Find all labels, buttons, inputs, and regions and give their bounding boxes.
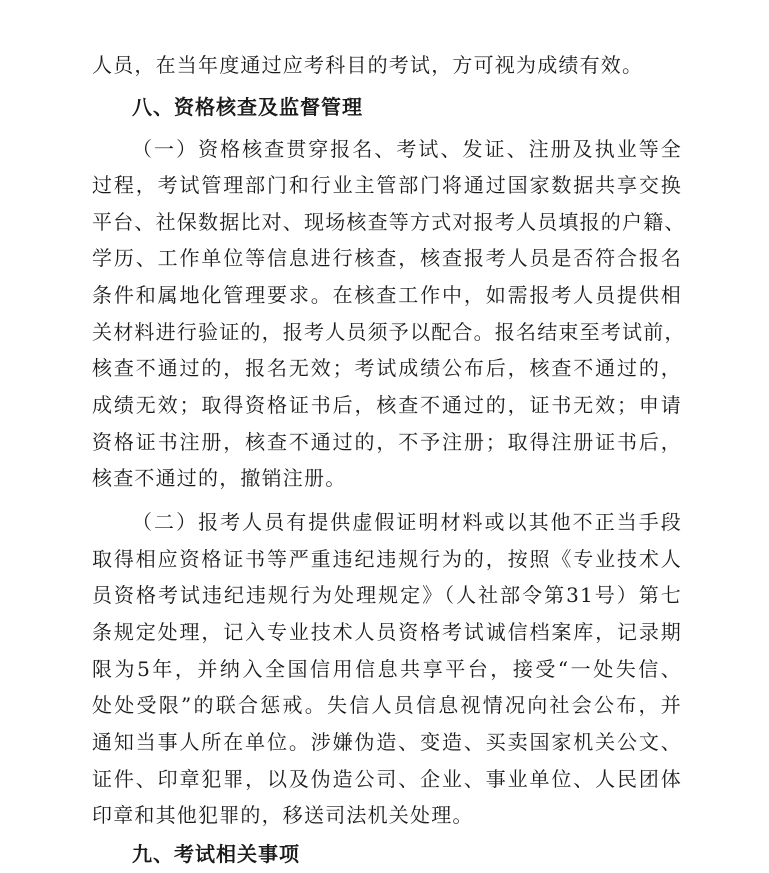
section-heading-9: 九、考试相关事项 (132, 842, 300, 866)
paragraph-2-line-6: 处处受限”的联合惩戒。失信人员信息视情况向社会公布，并 (92, 693, 682, 717)
paragraph-1-line-4: 学历、工作单位等信息进行核查，核查报考人员是否符合报名 (92, 246, 682, 270)
paragraph-2-line-7: 通知当事人所在单位。涉嫌伪造、变造、买卖国家机关公文、 (92, 730, 682, 754)
paragraph-1-line-6: 关材料进行验证的，报考人员须予以配合。报名结束至考试前， (92, 320, 686, 344)
paragraph-1-line-10: 核查不通过的，撤销注册。 (92, 466, 347, 490)
paragraph-1-line-3: 平台、社保数据比对、现场核查等方式对报考人员填报的户籍、 (92, 210, 686, 234)
paragraph-2-line-2: 取得相应资格证书等严重违纪违规行为的，按照《专业技术人 (92, 547, 682, 571)
paragraph-2-line-9: 印章和其他犯罪的，移送司法机关处理。 (92, 803, 474, 827)
text-line-continuation: 人员，在当年度通过应考科目的考试，方可视为成绩有效。 (92, 53, 644, 77)
paragraph-2-line-1: （二）报考人员有提供虚假证明材料或以其他不正当手段 (132, 510, 682, 534)
paragraph-2-line-3: 员资格考试违纪违规行为处理规定》（人社部令第31号）第七 (92, 583, 682, 607)
section-heading-8: 八、资格核查及监督管理 (132, 95, 363, 119)
paragraph-1-line-2: 过程，考试管理部门和行业主管部门将通过国家数据共享交换 (92, 173, 682, 197)
paragraph-1-line-8: 成绩无效；取得资格证书后，核查不通过的，证书无效；申请 (92, 393, 682, 417)
paragraph-1-line-7: 核查不通过的，报名无效；考试成绩公布后，核查不通过的， (92, 356, 682, 380)
paragraph-1-line-9: 资格证书注册，核查不通过的，不予注册；取得注册证书后， (92, 430, 682, 454)
paragraph-1-line-1: （一）资格核查贯穿报名、考试、发证、注册及执业等全 (132, 137, 682, 161)
paragraph-2-line-8: 证件、印章犯罪，以及伪造公司、企业、事业单位、人民团体 (92, 767, 682, 791)
paragraph-2-line-5: 限为5年，并纳入全国信用信息共享平台，接受“一处失信、 (92, 657, 682, 681)
paragraph-1-line-5: 条件和属地化管理要求。在核查工作中，如需报考人员提供相 (92, 283, 682, 307)
paragraph-2-line-4: 条规定处理，记入专业技术人员资格考试诚信档案库，记录期 (92, 620, 682, 644)
